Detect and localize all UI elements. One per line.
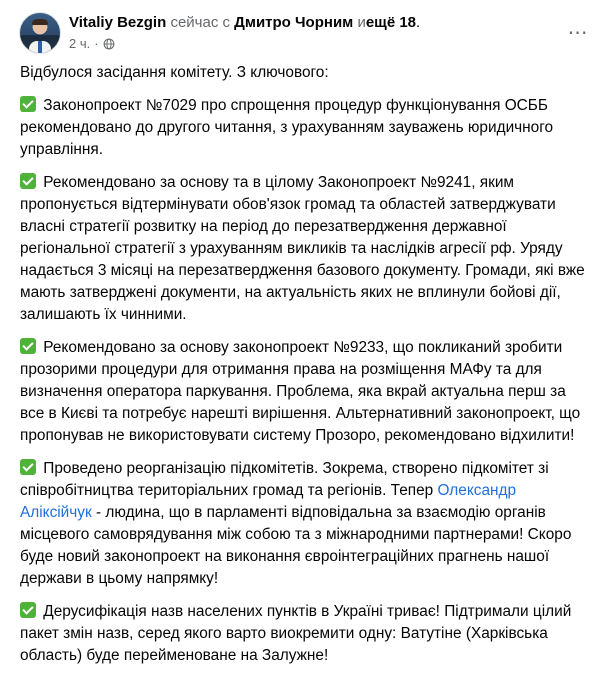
tagged-person[interactable]: Дмитро Чорним bbox=[234, 14, 354, 31]
post-item-3-text: Рекомендовано за основу законопроект №9233, що покликаний зробити прозорими процедури для отримання права на розміщення МАФу та для визначення оператора паркування. Проблема, яка вкрай актуальна перш за все в Києві та потребує нарешті вирішення. Альтернативний законопроект, що пропонував не використовувати систему Прозоро, рекомендовано відхилити! bbox=[20, 339, 581, 444]
check-mark-icon bbox=[20, 459, 36, 475]
post-body bbox=[20, 62, 590, 678]
check-mark-icon bbox=[20, 602, 36, 618]
post-item-5-text: Дерусифікація назв населених пунктів в Україні триває! Підтримали цілий пакет змін назв, серед якого варто виокремити одну: Ватутіне (Харківська область) буде перейменоване на Залужне! bbox=[20, 603, 572, 664]
post-item-1-text: Законопроект №7029 про спрощення процедур функціонування ОСББ рекомендовано до другого читання, з урахуванням зауважень юридичного управління. bbox=[20, 97, 554, 158]
check-mark-icon bbox=[20, 173, 36, 189]
byline-period: . bbox=[416, 14, 421, 31]
post-item-2-text: Рекомендовано за основу та в цілому Законопроект №9241, яким пропонується відтермінувати обов'язок громад та областей затверджувати власні стратегії розвитку на період до перезатвердження державної регіональної стратегії з урахуванням викликів та наслідків агресії рф. Уряду надається 3 місяці на перезатвердження базового документу. Громади, які вже мають затверджені документи, на актуальність яких не вплинули бойові дії, залишають їх чинними. bbox=[20, 174, 585, 323]
meta-separator: · bbox=[94, 36, 99, 51]
post-item-4-text-after: - людина, що в парламенті відповідальна за взаємодію органів місцевого самоврядування між собою та з міжнародними партнерами! Скоро буде новий законопроект на виконання євроінтеграційних прагнень нашої держави в цьому напрямку! bbox=[20, 504, 572, 587]
mention-link[interactable]: Олександр Аліксійчук bbox=[20, 482, 517, 521]
post-intro: Відбулося засідання комітету. З ключового: bbox=[20, 64, 329, 81]
post-item-2 bbox=[20, 172, 590, 326]
post-byline bbox=[69, 13, 420, 32]
post-item-5 bbox=[20, 601, 590, 667]
more-options-icon[interactable]: ⋯ bbox=[567, 21, 589, 44]
post-header bbox=[17, 10, 594, 54]
time-now-text: сейчас bbox=[170, 14, 219, 31]
author-name[interactable]: Vitaliy Bezgin bbox=[69, 14, 167, 31]
more-tagged-people[interactable]: ещё 18 bbox=[365, 14, 417, 31]
post-item-3 bbox=[20, 337, 590, 447]
post-meta bbox=[69, 36, 115, 51]
post-timestamp[interactable]: 2 ч. bbox=[69, 36, 91, 51]
check-mark-icon bbox=[20, 96, 36, 112]
check-mark-icon bbox=[20, 338, 36, 354]
globe-icon[interactable] bbox=[103, 38, 115, 50]
with-text: с bbox=[222, 14, 230, 31]
author-avatar[interactable] bbox=[19, 12, 61, 54]
post-item-4-text-before: Проведено реорганізацію підкомітетів. Зокрема, створено підкомітет зі співробітництва територіальних громад та регіонів. Тепер bbox=[20, 460, 549, 499]
post-item-1 bbox=[20, 95, 590, 161]
and-text: и bbox=[357, 14, 366, 31]
post-item-4 bbox=[20, 458, 590, 590]
